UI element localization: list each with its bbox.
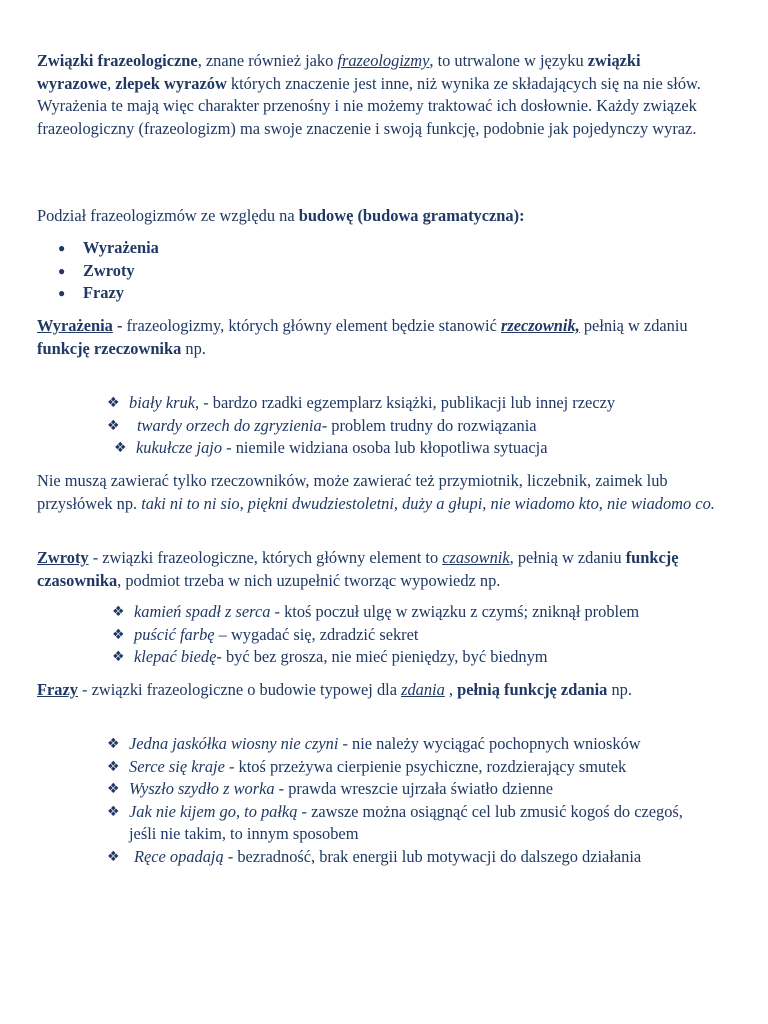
zwroty-definition: Zwroty - związki frazeologiczne, których główny element to czasownik, pełnią w zdaniu funkcję czasownika, podmiot trzeba w nich uzupełnić tworząc wypowiedz np. (37, 548, 679, 590)
zdania-link[interactable]: zdania (401, 680, 445, 699)
four-diamond-bullet-icon: ❖ (107, 417, 120, 434)
example-item: ❖ Serce się kraje - ktoś przeżywa cierpienie psychiczne, rozdzierający smutek (107, 756, 707, 779)
type-item-wyrazenia: ● Wyrażenia (58, 237, 159, 260)
frazeologizmy-link[interactable]: frazeologizmy (337, 51, 430, 70)
intro-paragraph: Związki frazeologiczne, znane również jako frazeologizmy, to utrwalone w języku związki wyrazowe, zlepek wyrazów których znaczenie jest inne, niż wynika ze składających się na nie słów. Wyrażenia te mają więc charakter przenośny i nie możemy traktować ich dosłownie. Każdy związek frazeologiczny (frazeologizm) ma swoje znaczenie i swoją funkcję, podobnie jak pojedynczy wyraz. (37, 51, 701, 138)
example-item: ❖ biały kruk, - bardzo rzadki egzemplarz książki, publikacji lub innej rzeczy (107, 392, 707, 415)
four-diamond-bullet-icon: ❖ (107, 848, 120, 865)
four-diamond-bullet-icon: ❖ (107, 736, 120, 752)
wyrazenia-definition: Wyrażenia - frazeologizmy, których główny element będzie stanowić rzeczownik, pełnią w zdaniu funkcję rzeczownika np. (37, 316, 688, 358)
four-diamond-bullet-icon: ❖ (112, 649, 125, 665)
czasownik-link[interactable]: czasownik (442, 548, 510, 567)
four-diamond-bullet-icon: ❖ (114, 440, 127, 456)
wyrazenia-note: Nie muszą zawierać tylko rzeczowników, może zawierać też przymiotnik, liczebnik, zaimek lub przysłówek np. taki ni to ni sio, piękni dwudziestoletni, duży a głupi, nie wiadomo kto, nie wiadomo co. (37, 471, 715, 513)
example-item: ❖ klepać biedę- być bez grosza, nie mieć pieniędzy, być biednym (112, 646, 712, 669)
four-diamond-bullet-icon: ❖ (107, 395, 120, 411)
example-item: ❖ Ręce opadają - bezradność, brak energii lub motywacji do dalszego działania (107, 846, 707, 869)
example-item: ❖ Wyszło szydło z worka - prawda wreszcie ujrzała światło dzienne (107, 778, 707, 801)
four-diamond-bullet-icon: ❖ (112, 626, 125, 643)
frazy-examples (107, 733, 707, 868)
four-diamond-bullet-icon: ❖ (107, 803, 120, 820)
types-list (58, 237, 159, 305)
example-item: ❖ kamień spadł z serca - ktoś poczuł ulgę w związku z czymś; zniknął problem (112, 601, 712, 624)
four-diamond-bullet-icon: ❖ (107, 781, 120, 797)
example-item: ❖ Jedna jaskółka wiosny nie czyni - nie należy wyciągać pochopnych wniosków (107, 733, 707, 756)
example-item: ❖ Jak nie kijem go, to pałką - zawsze można osiągnąć cel lub zmusić kogoś do czegoś, jeśli nie takim, to innym sposobem (107, 801, 683, 843)
rzeczownik-link[interactable]: rzeczownik, (500, 316, 580, 335)
wyrazenia-examples (107, 392, 707, 460)
zwroty-term: Zwroty (37, 548, 89, 567)
type-item-zwroty: ● Zwroty (58, 260, 159, 283)
frazy-term: Frazy (37, 680, 78, 699)
example-item: ❖ kukułcze jajo - niemile widziana osoba lub kłopotliwa sytuacja (114, 437, 714, 460)
frazy-definition: Frazy - związki frazeologiczne o budowie typowej dla zdania , pełnią funkcję zdania np. (37, 680, 632, 699)
four-diamond-bullet-icon: ❖ (112, 604, 125, 620)
intro-term: Związki frazeologiczne (37, 51, 198, 70)
division-heading: Podział frazeologizmów ze względu na budowę (budowa gramatyczna): (37, 206, 525, 225)
example-item: ❖ twardy orzech do zgryzienia- problem trudny do rozwiązania (107, 415, 707, 438)
type-item-frazy: ● Frazy (58, 282, 159, 305)
zwroty-examples (112, 601, 712, 669)
four-diamond-bullet-icon: ❖ (107, 758, 120, 775)
wyrazenia-term: Wyrażenia (37, 316, 113, 335)
example-item: ❖ puścić farbę – wygadać się, zdradzić sekret (112, 624, 712, 647)
